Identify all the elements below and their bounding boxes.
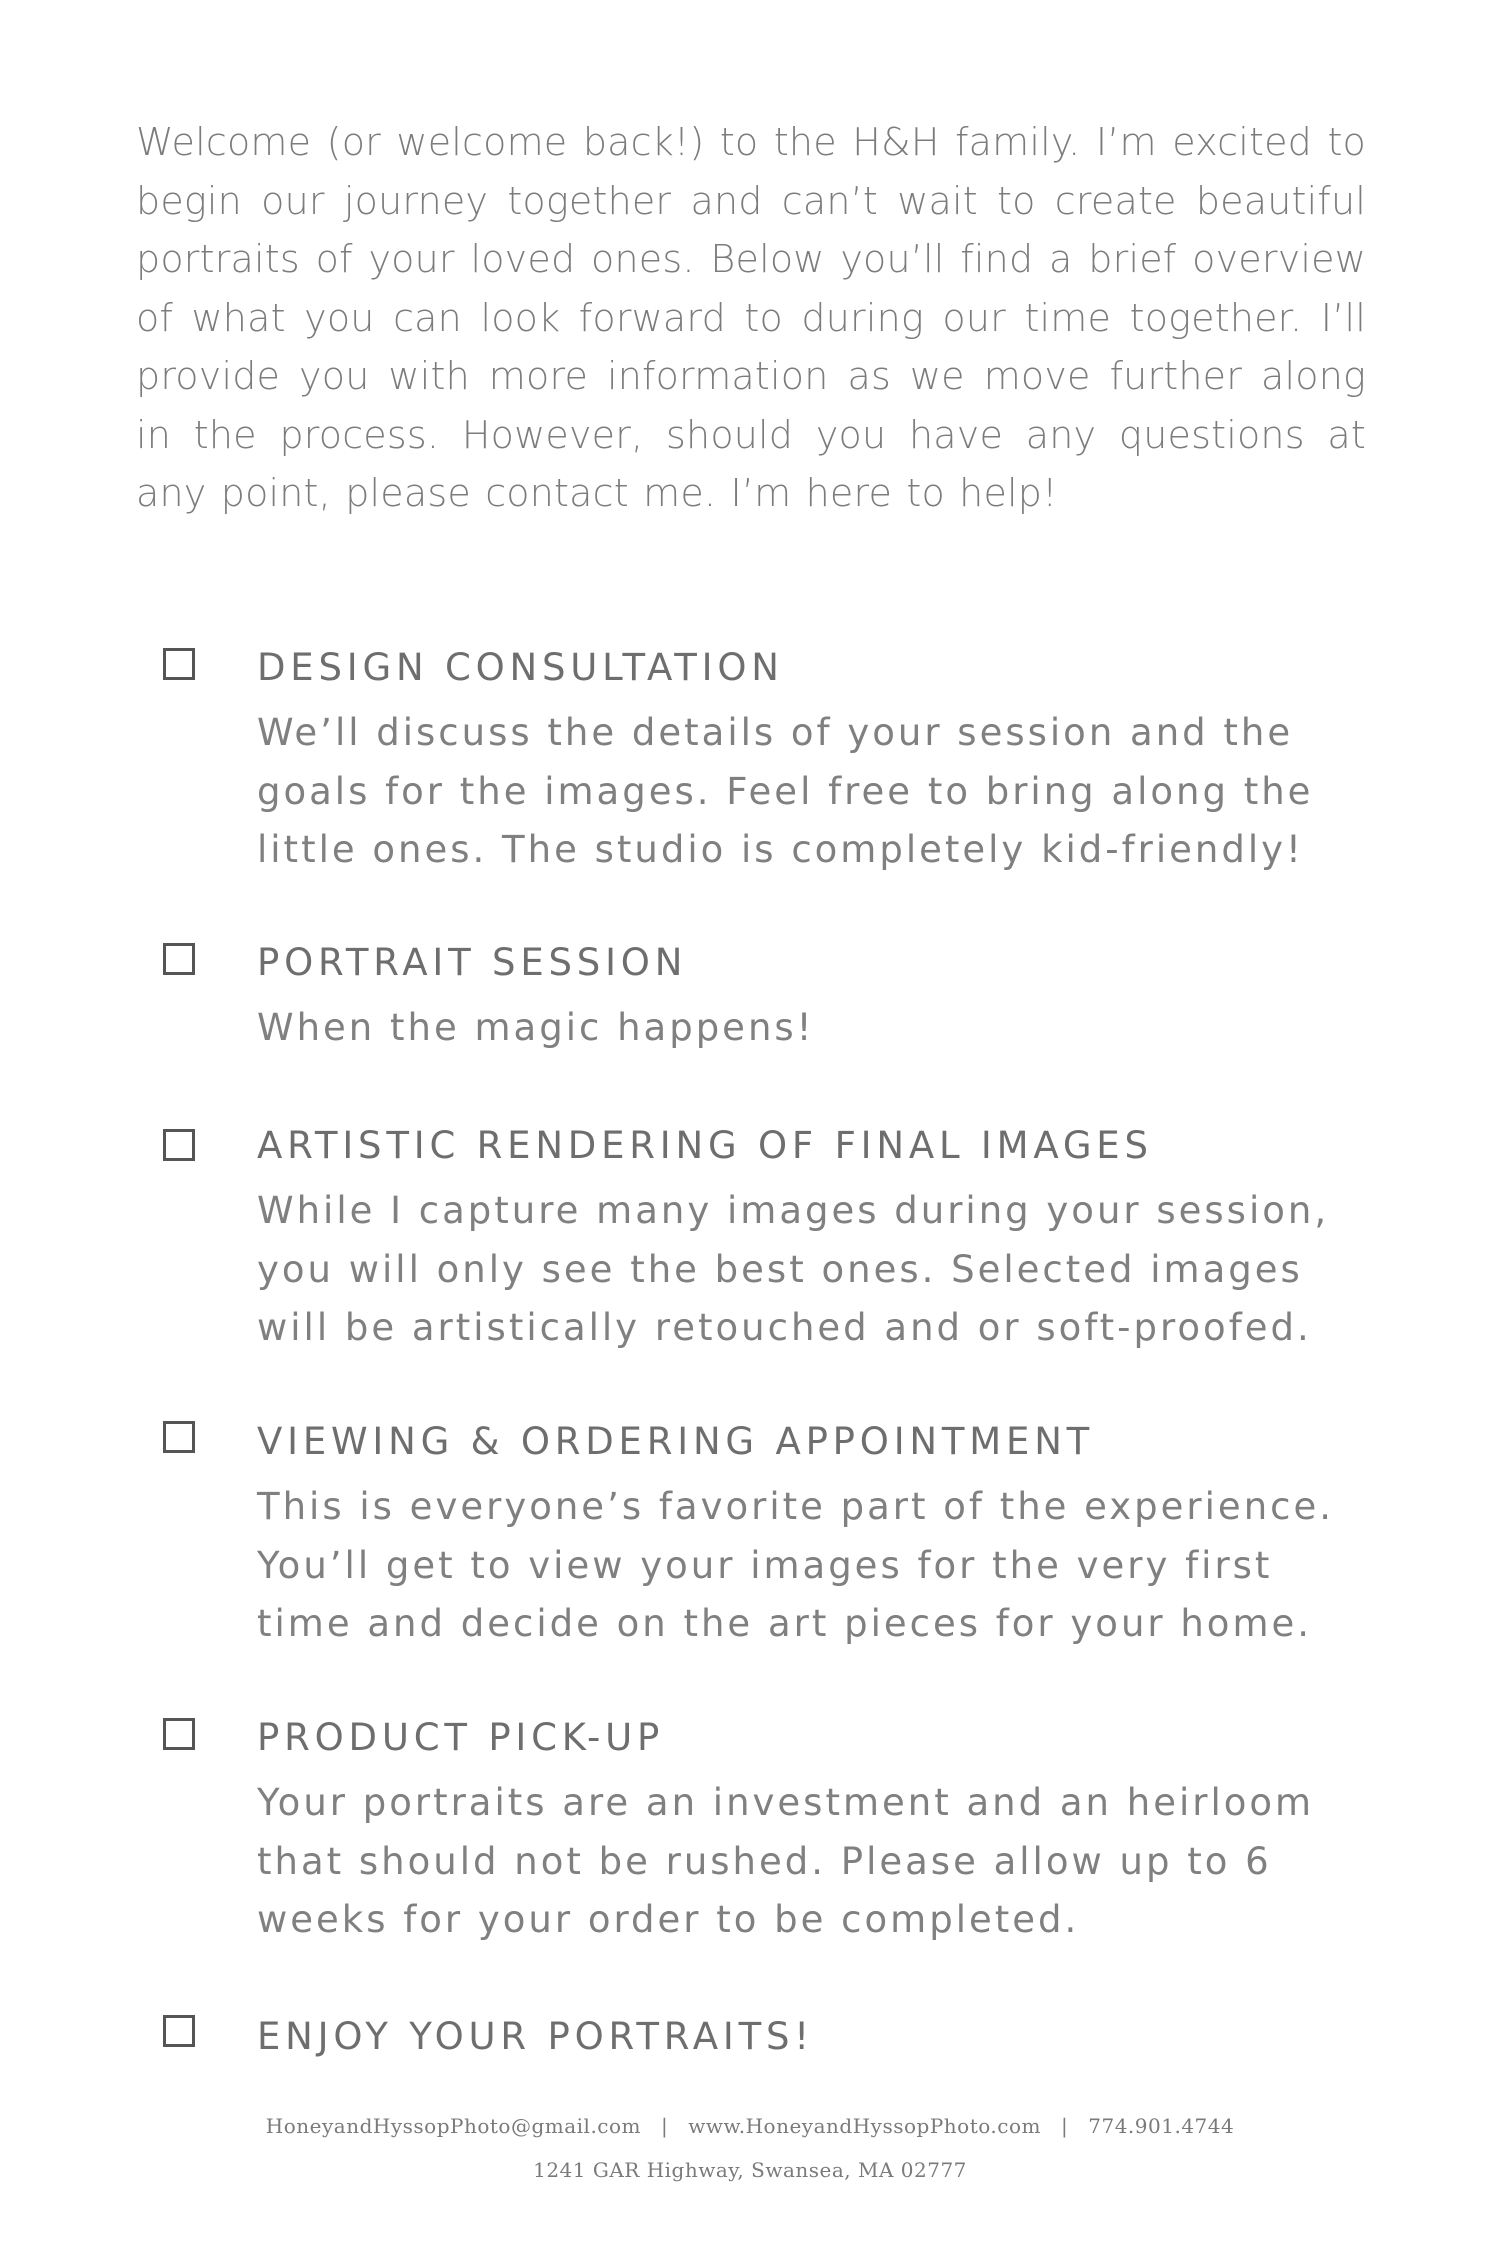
step-title: PRODUCT PICK-UP [257, 1716, 665, 1759]
step-title: VIEWING & ORDERING APPOINTMENT [257, 1420, 1095, 1463]
intro-line: provide you with more information as we move further along in [136, 354, 1366, 457]
intro-paragraph [136, 113, 1366, 523]
checkbox[interactable] [163, 648, 195, 680]
step-description-line: While I capture many images during your session, [257, 1189, 1330, 1232]
footer-address: 1241 GAR Highway, Swansea, MA 02777 [533, 2158, 967, 2182]
step-description-line: that should not be rushed. Please allow up to 6 [257, 1839, 1272, 1883]
step-description [257, 1774, 1377, 1950]
intro-line: of what you can look forward to during our time together. I’ll [136, 295, 1366, 340]
footer-website[interactable]: www.HoneyandHyssopPhoto.com [688, 2114, 1041, 2138]
intro-line: portraits of your loved ones. Below you’ll find a brief overview [136, 237, 1366, 281]
intro-line: Welcome (or welcome back!) to the H&H family. I’m excited to [136, 120, 1366, 164]
checkbox[interactable] [163, 1421, 195, 1453]
step-description-line: Your portraits are an investment and an heirloom [257, 1781, 1315, 1824]
step-description-line: time and decide on the art pieces for your home. [257, 1602, 1313, 1645]
step-title: ENJOY YOUR PORTRAITS! [257, 2015, 814, 2058]
checkbox[interactable] [163, 2015, 195, 2047]
footer-separator: | [661, 2114, 669, 2138]
footer-email[interactable]: HoneyandHyssopPhoto@gmail.com [265, 2114, 642, 2138]
step-description-line: You’ll get to view your images for the very first [257, 1543, 1273, 1587]
checkbox[interactable] [163, 943, 195, 975]
step-description [257, 1478, 1377, 1654]
step-description-line: We’ll discuss the details of your session and the [257, 711, 1294, 754]
checkbox[interactable] [163, 1129, 195, 1161]
step-title: DESIGN CONSULTATION [257, 646, 784, 689]
step-description-line: goals for the images. Feel free to bring along the [257, 769, 1314, 813]
step-description-line: you will only see the best ones. Selected images [257, 1247, 1303, 1291]
intro-line: the process. However, should you have any questions at any [136, 412, 1366, 515]
footer-phone[interactable]: 774.901.4744 [1088, 2114, 1235, 2138]
intro-line: begin our journey together and can’t wait to create beautiful [136, 178, 1366, 223]
checkbox[interactable] [163, 1718, 195, 1750]
footer-contact-line [0, 2114, 1500, 2138]
step-title: PORTRAIT SESSION [257, 941, 688, 984]
step-description-line: little ones. The studio is completely kid-friendly! [257, 828, 1304, 871]
step-title: ARTISTIC RENDERING OF FINAL IMAGES [257, 1124, 1153, 1167]
step-description [257, 1182, 1377, 1358]
footer-separator: | [1061, 2114, 1069, 2138]
step-description-line: weeks for your order to be completed. [257, 1898, 1080, 1941]
step-description-line: This is everyone’s favorite part of the experience. [257, 1485, 1335, 1528]
step-description-line: When the magic happens! [257, 1006, 815, 1049]
intro-line: point, please contact me. I’m here to help! [220, 471, 1058, 515]
step-description [257, 999, 1377, 1058]
step-description [257, 704, 1377, 880]
step-description-line: will be artistically retouched and or soft-proofed. [257, 1306, 1312, 1349]
